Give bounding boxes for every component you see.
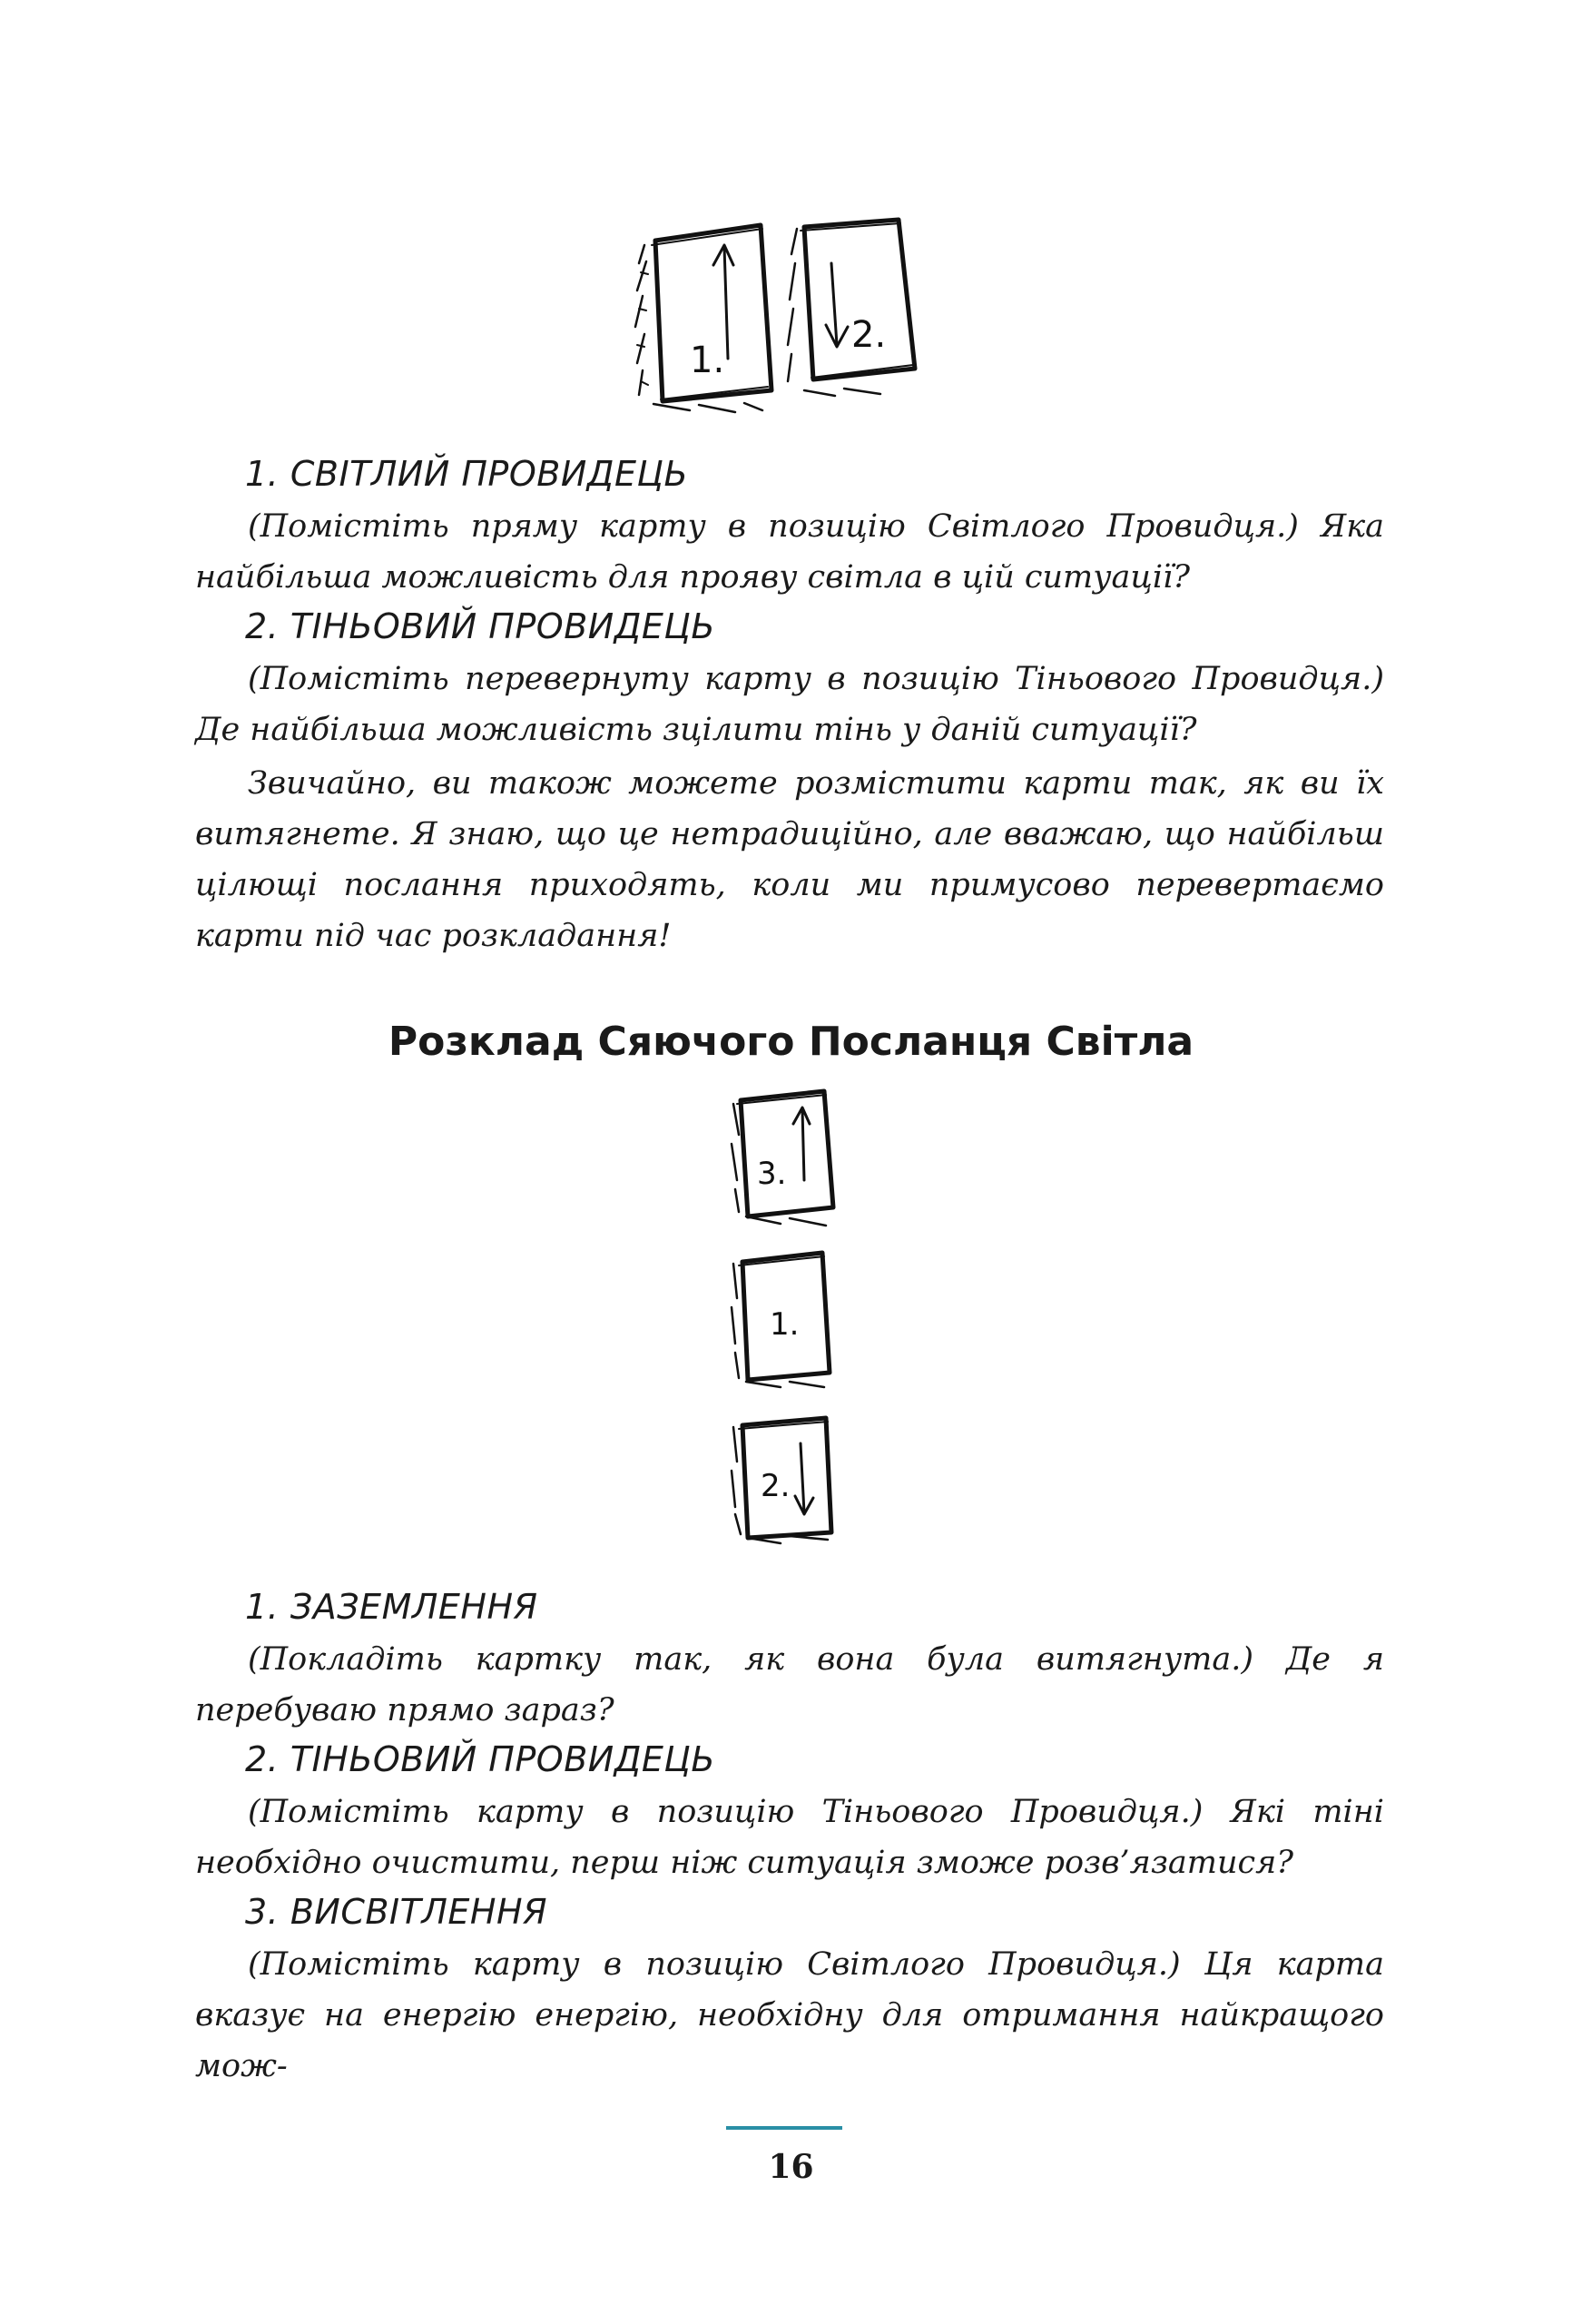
card-1-label: 1. (770, 1306, 800, 1343)
spread-title: Розклад Сяючого Посланця Світла (388, 1019, 1194, 1065)
spread2-position-1-heading: 1. ЗАЗЕМЛЕННЯ (245, 1587, 538, 1627)
arrow-down-icon (826, 263, 848, 347)
card-3 (732, 1091, 833, 1226)
card-2 (732, 1418, 831, 1543)
spread2-position-2-text: (Помістіть карту в позицію Тіньового Провидця.) Які тіні необхідно очистити, перш ніж ситуація зможе розв’язатися? (195, 1794, 1384, 1881)
card-2 (801, 220, 915, 379)
three-card-spread-illustration (726, 1089, 862, 1543)
spread1-position-1-text: (Помістіть пряму карту в позицію Світлого Провидця.) Яка найбільша можливість для прояву світла в цій ситуації? (195, 508, 1384, 596)
spread2-position-3-text: (Помістіть карту в позицію Світлого Провидця.) Ця карта вказує на енергію енергію, необхідну для отримання найкращого мож- (195, 1946, 1384, 2084)
card-2-label: 2. (851, 314, 887, 356)
spread1-position-2-heading: 2. ТІНЬОВИЙ ПРОВИДЕЦЬ (245, 606, 715, 646)
spread1-position-2-text: (Помістіть перевернуту карту в позицію Тіньового Провидця.) Де найбільша можливість зцілити тінь у даній ситуації? (195, 661, 1384, 748)
spread1-position-1-heading: 1. СВІТЛИЙ ПРОВИДЕЦЬ (245, 454, 689, 494)
page-number: 16 (768, 2148, 814, 2186)
arrow-up-icon (793, 1108, 810, 1180)
spread2-position-3-heading: 3. ВИСВІТЛЕННЯ (245, 1892, 547, 1932)
arrow-down-icon (795, 1443, 813, 1514)
spread2-position-1-text: (Покладіть картку так, як вона була витягнута.) Де я перебуваю прямо зараз? (195, 1641, 1384, 1728)
footer-rule (726, 2126, 842, 2130)
card-2-label: 2. (761, 1468, 791, 1504)
two-card-spread-illustration (626, 209, 944, 427)
card-1-label: 1. (690, 340, 725, 381)
card-3-label: 3. (757, 1156, 787, 1192)
spread1-note: Звичайно, ви також можете розмістити карти так, як ви їх витягнете. Я знаю, що це нетрадиційно, але вважаю, що найбільш цілющі послання приходять, коли ми примусово перевертаємо карти під час розкладання! (195, 765, 1384, 954)
spread2-position-2-heading: 2. ТІНЬОВИЙ ПРОВИДЕЦЬ (245, 1739, 715, 1779)
card-1 (652, 225, 771, 401)
card-1 (732, 1253, 830, 1387)
